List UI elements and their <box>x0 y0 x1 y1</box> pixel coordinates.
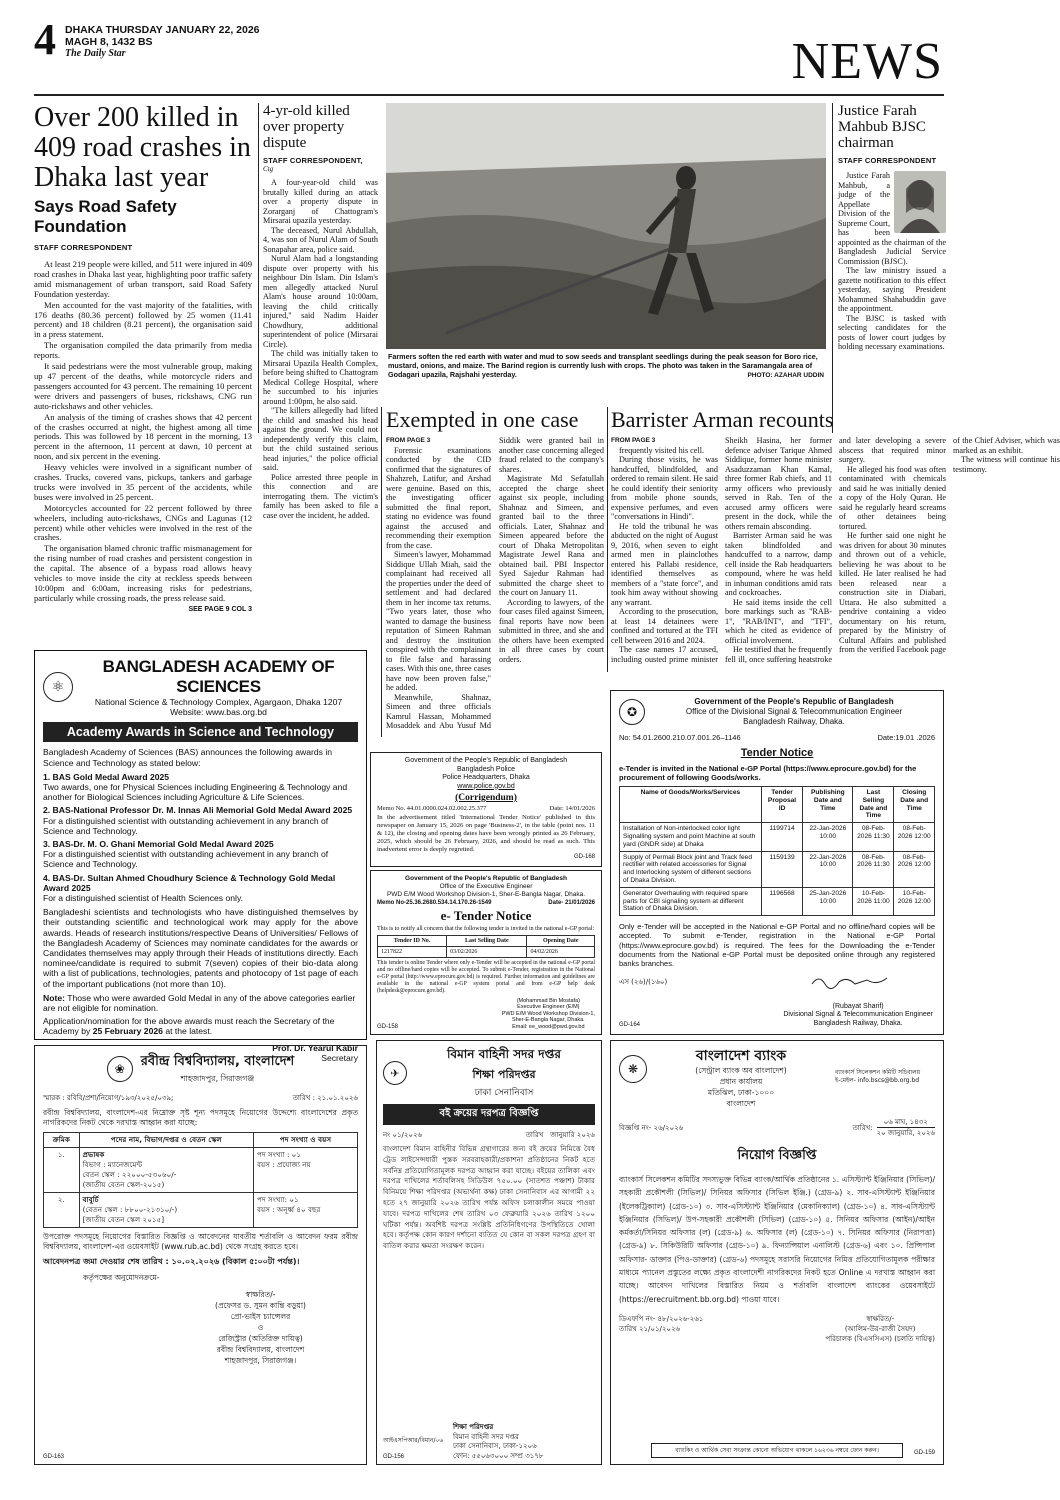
award-desc: Two awards, one for Physical Sciences including Engineering & Technology and another for Biological Sciences including Agriculture & Life Sciences. <box>43 782 348 803</box>
railway-logo-icon: ✪ <box>619 699 645 725</box>
date-text: DHAKA THURSDAY JANUARY 22, 2026 <box>65 24 260 36</box>
railway-signature <box>807 972 927 990</box>
paragraph: It said pedestrians were the most vulnerable group, making up 47 percent of the deaths, while motorcycle riders and passengers accounted for 43 percent. The remaining 10 percent were drivers and passengers of buses, rickshaws, CNG run auto-rickshaws and other vehicles. <box>34 361 252 411</box>
rub-advert <box>34 1042 367 1465</box>
bas-banner: Academy Awards in Science and Technology <box>43 722 358 742</box>
pwd-gov: Government of the People's Republic of Bangladesh <box>405 875 567 882</box>
masthead-rule <box>34 94 944 96</box>
paragraph: He said items inside the cell bore markings such as "RAB-1", "RAB/INT", and "TFI", which he cited as evidence of official involvement. <box>725 597 832 645</box>
railway-cell: 10-Feb-2026 11:00 <box>853 887 894 915</box>
railway-advert <box>610 690 944 1035</box>
farmer-image <box>386 103 826 349</box>
bas-note <box>43 993 358 1013</box>
afhq-t2: শিক্ষা পরিদপ্তর <box>472 1068 536 1081</box>
child-headline: 4-yr-old killed over property dispute <box>263 103 350 151</box>
bb-title: নিয়োগ বিজ্ঞপ্তি <box>737 1148 817 1163</box>
rub-cell-line: বেতন স্কেল : ২২০০০-৫৩০৬০/- <box>82 1170 177 1179</box>
bb-date-label: তারিখ: <box>852 1123 873 1132</box>
paragraph: The witness will continue his testimony. <box>953 455 1060 474</box>
police-memo: Memo No. 44.01.0000.024.02.002.25.377 <box>377 805 487 812</box>
bb-sig: (আলিম-উর-রাজী সৈয়দ) <box>844 1324 916 1333</box>
exempted-story <box>386 408 604 738</box>
pwd-cell: 1217822 <box>378 947 447 958</box>
paragraph: "The killers allegedly had lifted the child and smashed his head against the ground. We could not independently verify this claim, but the child sustained serious head injuries," the police official said. <box>263 406 378 472</box>
section-title: NEWS <box>791 33 943 90</box>
bas-name: BANGLADESH ACADEMY OF SCIENCES <box>102 657 335 696</box>
pwd-office: Office of the Executive Engineer <box>439 882 533 890</box>
railway-gov: Government of the People's Republic of Bangladesh <box>694 697 894 706</box>
paragraph: He further said one night he was driven for about 30 minutes and thrown out of a vehicle, believing he was about to be killed. He later realised he had been released near a construction site in Diabari, Uttara. He also submitted a pendrive containing a video documentary on his return, prepared by the Ministry of Cultural Affairs and published from the verified Facebook page of the Chief Adviser, which was marked as an exhibit. <box>839 436 1060 654</box>
railway-intro: e-Tender is invited in the National e-GP Portal (https://www.eprocure.gov.bd) for the procurement of following Goods/works. <box>619 764 917 782</box>
photo-caption <box>388 352 824 396</box>
child-byline: STAFF CORRESPONDENT, <box>263 156 363 165</box>
bas-signer: Prof. Dr. Yearul Kabir <box>272 1042 358 1053</box>
afhq-t3: ঢাকা সেনানিবাস <box>474 1088 534 1098</box>
justice-headline: Justice Farah Mahbub BJSC chairman <box>838 103 926 151</box>
afhq-banner: বই ক্রয়ের দরপত্র বিজ্ঞপ্তি <box>383 1104 595 1125</box>
exempted-headline: Exempted in one case <box>386 407 579 432</box>
paragraph: The deceased, Nurul Abdullah, 4, was son of Nurul Alam of South Sonapahar area, police said. <box>263 225 378 254</box>
bas-logo-icon: ⚛ <box>43 672 73 702</box>
afhq-gd: GD-156 <box>383 1454 405 1460</box>
rub-col: ক্রমিক <box>44 1133 80 1148</box>
justice-byline: STAFF CORRESPONDENT <box>838 156 937 165</box>
bb-date1: ০৬ মাঘ, ১৪৩২ <box>877 1117 935 1128</box>
bb-sub: (সেন্ট্রাল ব্যাংক অব বাংলাদেশ) <box>695 1066 787 1075</box>
bb-logo-icon: ❋ <box>619 1055 647 1083</box>
paragraph: Barrister Arman said he was taken blindfolded and handcuffed to a narrow, damp cell inside the Rab headquarters compound, where he was held in inhuman conditions amid rats and cockroaches. <box>725 531 832 597</box>
pwd-sig1: (Mohammad Bin Mostafa) <box>516 997 580 1004</box>
pwd-div: PWD E/M Wood Workshop Division-1, Sher-E-Bangla Nagar, Dhaka. <box>386 890 586 898</box>
pwd-advert <box>370 870 602 1035</box>
rub-cell-line: (জাতীয় বেতন স্কেল-২০১৫) <box>82 1180 165 1189</box>
bas-intro: Bangladesh Academy of Sciences (BAS) announces the following awards in Science and Technology as stated below: <box>43 747 333 768</box>
table-row <box>620 887 935 915</box>
afhq-no: নং ০১/২০২৬ <box>383 1131 423 1139</box>
paragraph: A four-year-old child was brutally killed during an attack over a property dispute in Zorarganj of Chattogram's Mirsarai upazila yesterday. <box>263 178 378 225</box>
railway-col: Tender Proposal ID <box>761 787 803 823</box>
arman-headline: Barrister Arman recounts <box>611 407 834 432</box>
pwd-date: Date- 21/01/2026 <box>548 900 595 907</box>
railway-cell: Generator Overhauling with required spare parts for CBI signaling system at different Station of Dhaka Division. <box>620 887 762 915</box>
bb-sig: স্বাক্ষরিত/- <box>866 1314 895 1323</box>
arman-from: FROM PAGE 3 <box>611 437 656 444</box>
pwd-sig2: Executive Engineer (E/M) <box>517 1004 580 1010</box>
police-title: (Corrigendum) <box>455 793 517 803</box>
bas-address: National Science & Technology Complex, Agargaon, Dhaka 1207 <box>94 697 343 707</box>
afhq-t1: বিমান বাহিনী সদর দপ্তর <box>446 1047 562 1061</box>
afhq-ref: আইএসপিআর/বিমান/০৬ <box>383 1437 444 1444</box>
railway-ref: এস (২৬)/(১৬০) <box>619 978 668 987</box>
pwd-col: Last Selling Date <box>447 936 527 947</box>
pwd-cell: 03/02/2026 <box>447 947 527 958</box>
bb-gd: GD-159 <box>913 1450 935 1456</box>
pwd-intro: This is to notify all concern that the following tender is invited in the national e-GP portal: <box>377 926 595 933</box>
rub-sig: ও <box>257 1323 264 1332</box>
police-hq: Police Headquarters, Dhaka <box>442 774 530 781</box>
police-text: In the advertisement titled 'International Tender Notice' published in this newspaper on January 15, 2026 on page 'Business-2', in the table (point nos. 11 & 12), the closing and opening dates have been wrongly printed as 26 February, 2025, which should be 26 February, 2026, and should be read as such. This inadvertent error is deeply regretted. <box>377 814 595 853</box>
railway-cell: 08-Feb-2026 12:00 <box>894 851 935 887</box>
award-title: 4. BAS-Dr. Sultan Ahmed Choudhury Science & Technology Gold Medal Award 2025 <box>43 872 336 893</box>
award-desc: For a distinguished scientist with outstanding achievement in any branch of Science and Technology. <box>43 815 329 836</box>
paragraph: He alleged his food was often contaminated with chemicals and said he was initially denied a copy of the Holy Quran. He said he regularly heard screams of other detainees being tortured. <box>839 464 946 531</box>
rub-name: রবীন্দ্র বিশ্ববিদ্যালয়, বাংলাদেশ <box>140 1054 295 1069</box>
bb-sec: ব্যাংকার্স সিলেকশন কমিটি সচিবালয় <box>835 1069 921 1076</box>
afhq-date-label: তারিখ <box>525 1131 544 1139</box>
award-desc: For a distinguished scientist of Health Sciences only. <box>43 893 243 904</box>
dateline <box>65 24 260 60</box>
railway-sig: (Rubayat Sharif) <box>832 1002 884 1010</box>
paragraph: The law ministry issued a gazette notification to this effect yesterday, saying President Mohammed Shahabuddin gave the appointment. <box>838 266 946 313</box>
rub-cell-line: (বেতন স্কেল : ৮৮০০-২১৩১০/-) <box>82 1205 178 1214</box>
bb-country: বাংলাদেশ <box>726 1099 756 1108</box>
railway-cell: Installation of Non-interlocked color light Signalling system and point Machine at south yard (GNDR side) at Dhaka <box>620 823 762 851</box>
railway-text: Only e-Tender will be accepted in the National e-GP Portal and no offline/hard copies will be accepted. To submit e-Tender, registration in the National e-GP Portal (https://www.eprocure.gov.bd) is required. The fees for the Downloading the e-Tender documents from the National e-GP Portal must be deposited online through any registered banks branches. <box>619 922 935 968</box>
bangla-date: MAGH 8, 1432 BS <box>65 36 153 48</box>
pwd-text: This tender is online Tender where only e-Tender will be accepted in the national e-GP portal and no offline/hard copies will be accepted. To submit e-Tender, registration in the National e-GP portal (http://www.eprocure.gov.bd) is required. Further information and guidelines are available in the national e-GP system portal and from e-GP help desk (helpdesk@eprocure.gov.bd). <box>377 960 595 994</box>
rub-deadline: আবেদনপত্র জমা দেওয়ার শেষ তারিখ : ১০.০২.২০২৬ (বিকাল ৫:০০টা পর্যন্ত)। <box>43 1257 300 1266</box>
deadline-date: 25 February 2026 <box>92 1026 163 1037</box>
page-number: 4 <box>34 15 56 64</box>
exempted-body <box>386 436 604 732</box>
bb-email: ই-মেইল- info.bscs@bb.org.bd <box>835 1077 920 1084</box>
rub-logo-icon: ❀ <box>107 1056 133 1082</box>
paragraph: He testified that he frequently fell ill, once suffering heatstroke and later developing a severe abscess that required minor surgery. <box>725 436 946 664</box>
railway-cell: 10-Feb-2026 12:00 <box>894 887 935 915</box>
rub-cell-line: পদ সংখ্যা : ০১ <box>257 1150 301 1159</box>
paragraph: Magistrate Md Sefatullah accepted the charge sheet against six people, including Shahnaz and Simeen, and granted bail to the three officials. Later, Shahnaz and Simeen appeared before the court of Dhaka Metropolitan Magistrate Jewel Rana and obtained bail. PBI Inspector Syed Sajedur Rahman had submitted the charge sheet to the court on January 11. <box>499 474 604 597</box>
pwd-sig3: PWD E/M Wood Workshop Division-1, <box>501 1010 595 1017</box>
paragraph: Forensic examinations conducted by the CID confirmed that the signatures of Shahzreh, Latifur, and Arshad were genuine. Based on this, the investigating officer submitted the final report, stating no evidence was found against the accused and recommending their exemption from the case. <box>386 445 491 550</box>
rub-sig: রবীন্দ্র বিশ্ববিদ্যালয়, বাংলাদেশ <box>216 1345 305 1354</box>
rub-sig: স্বাক্ষরিত/- <box>245 1290 276 1299</box>
rub-table <box>43 1132 358 1228</box>
pwd-cell: 04/02/2026 <box>527 947 595 958</box>
child-story <box>263 103 378 520</box>
railway-title: Tender Notice <box>740 747 814 759</box>
paragraph: Police arrested three people in this connection and are interrogating them. The victim's family has been asked to file a case over the incident, he added. <box>263 472 378 520</box>
bas-body: Bangladeshi scientists and technologists who have distinguished themselves by their outstanding scientific and technological work may apply for the above awards. Heads of research institutions/respective Deans of Universities/ Fellows of the Bangladesh Academy of Sciences may nominate candidates for the awards or Candidates themselves may apply through their Heads of institutions directly. Each nominee/candidate is required to submit 7(seven) copies of their bio-data along with a list of publications, technologies, patents and photocopy of 1st page of each of the important publications (not more than 10). <box>43 907 358 989</box>
rub-place: শাহজাদপুর, সিরাজগঞ্জ <box>180 1074 255 1083</box>
child-location: Ctg <box>263 165 274 173</box>
afhq-sig: ঢাকা সেনানিবাস, ঢাকা-১২০৬ <box>453 1442 537 1450</box>
deadline-pre: Application/nomination for the above awards must reach the Secretary of the Academy by <box>43 1016 335 1037</box>
afhq-sig: বিমান বাহিনী সদর দপ্তর <box>453 1432 519 1441</box>
rub-cell-line: বয়স : অনূর্ধ্ব ৪০ বছর <box>257 1205 321 1214</box>
railway-place: Bangladesh Railway, Dhaka. <box>743 717 845 726</box>
railway-cell: 08-Feb-2026 11:30 <box>853 851 894 887</box>
award-title: 1. BAS Gold Medal Award 2025 <box>43 771 170 782</box>
paragraph: The organisation blamed chronic traffic mismanagement for the rising number of road crashes and persistent congestion in the capital. The absence of a bypass road allows heavy vehicles to move inside the city at reckless speeds between 10:00pm and 6:00am, increasing risks for pedestrians, particularly while crossing roads, the press release said. <box>34 543 252 603</box>
justice-story <box>838 103 946 433</box>
railway-col: Last Selling Date and Time <box>853 787 894 823</box>
rub-date: তারিখ : ২১.০১.২০২৬ <box>292 1094 358 1102</box>
railway-cell: 22-Jan-2026 10:00 <box>803 823 853 851</box>
bb-footer: ব্যাংকিং ও আর্থিক সেবা সংক্রান্ত কোনো অভিযোগ থাকলে ১৬২৩৬ নম্বরে ফোন করুন। <box>651 1443 903 1458</box>
bb-name: বাংলাদেশ ব্যাংক <box>695 1048 787 1064</box>
pwd-gd: GD-158 <box>377 1024 399 1030</box>
bb-advert <box>610 1040 944 1465</box>
railway-cell: 1159139 <box>761 851 803 887</box>
railway-col: Closing Date and Time <box>894 787 935 823</box>
paragraph: According to lawyers, of the four cases filed against Simeen, final reports have now been submitted in three, and she and the others have been exempted in all three cases by court orders. <box>499 597 604 664</box>
rub-cell-line: বয়স : প্রযোজ্য নয় <box>257 1160 311 1169</box>
rub-body: উপরোক্ত পদসমূহে নিয়োগের বিস্তারিত বিজ্ঞপ্তি ও আবেদনের যাবতীয় শর্তাবলি ও আবেদন ফরম রবীন্দ্র বিশ্ববিদ্যালয়, বাংলাদেশ-এর ওয়েবসাইট (www.rub.ac.bd) থেকে সংগ্রহ করতে হবে। <box>43 1232 358 1251</box>
railway-cell: 22-Jan-2026 10:00 <box>803 851 853 887</box>
photo-credit: PHOTO: AZAHAR UDDIN <box>747 372 824 379</box>
afhq-sig: ফোন: ৫৫০৬৩০০০ সম্প্র ৩১৭৮ <box>453 1451 544 1460</box>
bas-signer-title: Secretary <box>321 1052 358 1063</box>
rub-col: পদ সংখ্যা ও বয়স <box>254 1133 358 1148</box>
paper-name: The Daily Star <box>65 48 126 59</box>
pwd-title: e- Tender Notice <box>440 908 532 924</box>
lead-body <box>34 260 252 604</box>
pwd-table <box>377 935 595 958</box>
farming-photo <box>386 103 826 349</box>
railway-cell: 25-Jan-2026 10:00 <box>803 887 853 915</box>
paragraph: An analysis of the timing of crashes shows that 42 percent of the crashes occurred at night, the highest among all time periods. This was followed by 18 percent in the morning, 13 percent in the afternoon, 11 percent at dawn, 10 percent at noon, and six percent in the evening. <box>34 411 252 462</box>
railway-cell: 1199714 <box>761 823 803 851</box>
bas-awards <box>43 772 358 903</box>
bb-dp-date: তারিখ ২১/০১/২০২৬ <box>619 1324 681 1333</box>
railway-col: Name of Goods/Works/Services <box>620 787 762 823</box>
afhq-advert <box>376 1040 602 1465</box>
afhq-date: জানুয়ারি ২০২৬ <box>550 1131 595 1139</box>
deadline-post: at the latest. <box>165 1026 213 1037</box>
paragraph: Heavy vehicles were involved in a significant number of crashes. Trucks, covered vans, pickups, tankers and garbage trucks were involved in 35 percent of the accidents, while buses were involved in 25 percent. <box>34 462 252 502</box>
rub-sig: রেজিস্ট্রার (অতিরিক্ত দায়িত্ব) <box>218 1334 303 1343</box>
rub-sig: (প্রফেসর ড. সুমন কান্তি বড়ুয়া) <box>215 1301 306 1310</box>
police-web: www.police.gov.bd <box>457 782 515 790</box>
rub-memo: স্মারক : রবিবি/প্রশা/নিয়োগ/১৯৩/২০২৫/০৩৯; <box>43 1094 174 1102</box>
railway-cell: 08-Feb-2026 11:30 <box>853 823 894 851</box>
lead-headline: Over 200 killed in 409 road crashes in Dhaka last year <box>34 102 251 193</box>
bb-date2: ২০ জানুয়ারি, ২০২৬ <box>876 1129 935 1137</box>
exempted-from: FROM PAGE 3 <box>386 437 431 444</box>
railway-cell: 1196568 <box>761 887 803 915</box>
railway-sig2: Divisional Signal & Telecommunication Engineer <box>783 1011 933 1018</box>
railway-office: Office of the Divisional Signal & Telecommunication Engineer <box>685 707 903 716</box>
rub-col: পদের নাম, বিভাগ/দপ্তর ও বেতন স্কেল <box>79 1133 253 1148</box>
bb-sig: পরিচালক (বিএসসিএস) (চলতি দায়িত্ব) <box>825 1334 935 1343</box>
rub-post: বাবুর্চি <box>82 1195 99 1204</box>
bb-dp: ডিএফপি নং- ৪৮/২০২৬-২৬১ <box>619 1314 704 1323</box>
justice-portrait <box>894 171 946 233</box>
caption-text: Farmers soften the red earth with water and mud to sow seeds and transplant seedlings during the peak season for Boro rice, mustard, onions, and maize. The Barind region is currently lush with crops. The photo was taken in the Saramangala area of Godagari upazila, Rajshahi yesterday. <box>388 352 818 379</box>
award-title: 3. BAS-Dr. M. O. Ghani Memorial Gold Medal Award 2025 <box>43 839 274 850</box>
rub-post: প্রভাষক <box>82 1150 105 1159</box>
rub-cell: ১. <box>44 1148 80 1193</box>
child-body <box>263 178 378 520</box>
paragraph: Motorcycles accounted for 22 percent followed by three wheelers, including auto-rickshaws, CNGs and Lagunas (12 percent) while other vehicles were involved in the rest of the crashes. <box>34 502 252 543</box>
rub-cell-line: [জাতীয় বেতন স্কেল ২০১৫] <box>82 1215 165 1224</box>
police-gov: Government of the People's Republic of Bangladesh <box>404 757 568 764</box>
rub-sig: শাহজাদপুর, সিরাজগঞ্জ। <box>224 1356 297 1365</box>
note-label: Note: <box>43 992 65 1003</box>
police-gd: GD-168 <box>573 854 595 860</box>
paragraph: Nurul Alam had a longstanding dispute over property with his neighbour Din Islam. Din Islam's men allegedly attacked Nurul Alam's house around 10:00am, leaving the child critically injured," said Nadim Haider Chowdhury, additional superintendent of police (Mirsarai Circle). <box>263 254 378 349</box>
rub-cell-line: পদ সংখ্যা: ০১ <box>257 1195 299 1204</box>
paragraph: The organisation compiled the data primarily from media reports. <box>34 340 252 361</box>
note-text: Those who were awarded Gold Medal in any of the above categories earlier are not eligible for nomination. <box>43 992 356 1014</box>
bas-deadline <box>43 1016 358 1036</box>
police-advert <box>370 752 602 867</box>
rub-cell: ২. <box>44 1193 80 1228</box>
arman-body <box>611 436 1060 672</box>
paragraph: At least 219 people were killed, and 511 were injured in 409 road crashes in Dhaka last year, highlighting poor traffic safety amid mismanagement of urban transport, said Road Safety Foundation yesterday. <box>34 259 252 299</box>
railway-col: Publishing Date and Time <box>803 787 853 823</box>
pwd-sig5: Email: ee_wood@pwd.gov.bd <box>512 1023 585 1030</box>
award-title: 2. BAS-National Professor Dr. M. Innas Ali Memorial Gold Medal Award 2025 <box>43 805 353 816</box>
pwd-col: Tender ID No. <box>378 936 447 947</box>
railway-sig3: Bangladesh Railway, Dhaka. <box>813 1019 903 1027</box>
railway-table <box>619 786 935 916</box>
paragraph: During those visits, he was handcuffed, blindfolded, and ordered to remain silent. He said he could identify their seniority from mobile phone sounds, expensive perfumes, and even "conversations in Hindi". <box>611 455 718 521</box>
paragraph: According to the prosecution, at least 14 detainees were confined and tortured at the TFI cell between 2016 and 2024. <box>611 607 718 645</box>
rub-intro: রবীন্দ্র বিশ্ববিদ্যালয়, বাংলাদেশ-এর নিম্নোক্ত সৃষ্ট শূন্য পদসমূহে নিয়োগের উদ্দেশ্যে বাংলাদেশের প্রকৃত নাগরিকদের নিকট থেকে দরখাস্ত আহ্বান করা যাচ্ছে: <box>43 1108 358 1127</box>
paragraph: Simeen's lawyer, Mohammad Siddique Ullah Miah, said the complainant had received all the properties under the deed of settlement and had declared them in her income tax returns. "Two years later, those who wanted to damage the business reputation of Simeen Rahman and destroy the institution conspired with the complainant to file false and harassing cases. With this one, three cases have now been proven false," he added. <box>386 550 491 692</box>
railway-no: No: 54.01.2600.210.07.001.26–1146 <box>619 733 741 742</box>
afhq-sig: শিক্ষা পরিদপ্তর <box>453 1423 494 1431</box>
police-date: Date: 14/01/2026 <box>549 805 595 812</box>
pwd-sig4: Sher-E-Bangla Nagar, Dhaka. <box>511 1017 585 1023</box>
railway-cell: Supply of Permali Block joint and Track feed rectifier with related accessories for Signal and Interlocking system of different sections of Dhaka Division. <box>620 851 762 887</box>
bb-body: ব্যাংকার্স সিলেকশন কমিটির সদস্যভুক্ত বিভিন্ন ব্যাংক/আর্থিক প্রতিষ্ঠানের ১. এসিস্ট্যান্ট ইঞ্জিনিয়ার (সিভিল)/ সহকারী প্রকৌশলী (সিভিল)/ সিনিয়র অফিসার (সিভিল ইঞ্জি.) (গ্রেড-৯) ২. সাব-এসিস্ট্যান্ট ইঞ্জিনিয়ার (ইলেকট্রিক্যাল) (গ্রেড-১০) ৩. সাব-এসিস্ট্যান্ট ইঞ্জিনিয়ার (মেকানিক্যাল) (গ্রেড-১০) ৪. সাব-এসিস্ট্যান্ট ইঞ্জিনিয়ার (সিভিল)/ উপ-সহকারী প্রকৌশলী (সিভিল) (গ্রেড-১০) ৫. সিনিয়র অফিসার (আইন)/আইন কর্মকর্তা/সিনিয়র অফিসার (ল) (গ্রেড-৯) ৬. অফিসার (ল) (গ্রেড-১০) ৭. সিনিয়র অফিসার (নিরাপত্তা) (গ্রেড-৯) ৮. সিকিউরিটি অফিসার (গ্রেড-১০) ৯. ফিন্যান্সিয়াল এনালিস্ট (গ্রেড-৬) এবং ১০. প্রিন্সিপাল অফিসার- ডাক্তার (পিও-ডাক্তার) (গ্রেড-৬) পদসমূহে সরাসরি নিয়োগের নিমিত্ত প্রতিযোগিতামূলক পরীক্ষার মাধ্যমে প্যানেল প্রস্তুতের লক্ষ্যে প্রকৃত বাংলাদেশী নাগরিকদের নিকট হতে Online এ দরখাস্ত আহ্বান করা যাচ্ছে। আবেদন দাখিলের বিস্তারিত নিয়ম ও শর্তাবলি বাংলাদেশ ব্যাংকের ওয়েবসাইটে (https://erecruitment.bb.org.bd) পাওয়া যাবে। <box>619 1175 935 1304</box>
paragraph: The child was initially taken to Mirsarai Upazila Health Complex, before being shifted to Chattogram Medical College Hospital, where he succumbed to his injuries around 1:00pm, he also said. <box>263 349 378 406</box>
lead-jump: SEE PAGE 9 COL 3 <box>188 605 252 613</box>
paragraph: Justice Farah Mahbub, a judge of the Appellate Division of the Supreme Court, has been appointed as the chairman of the Bangladesh Judicial Service Commission (BJSC). <box>838 171 946 266</box>
railway-gd: GD-164 <box>619 1022 641 1028</box>
police-org: Bangladesh Police <box>457 765 515 773</box>
pwd-memo: Memo No-25.36.2680.534.14.170.26-1549 <box>377 900 492 907</box>
lead-byline: STAFF CORRESPONDENT <box>34 243 133 252</box>
railway-cell: 08-Feb-2026 12:00 <box>894 823 935 851</box>
paragraph: He told the tribunal he was abducted on the night of August 9, 2016, when seven to eight armed men in plainclothes entered his Pallabi residence, identified themselves as members of a "state force", and took him away without showing any warrant. <box>611 521 718 607</box>
rub-approval: কর্তৃপক্ষের অনুমোদনক্রমে- <box>83 1273 160 1282</box>
lead-kicker: Says Road Safety Foundation <box>34 197 177 236</box>
railway-date: Date:19.01 .2026 <box>877 733 935 742</box>
bas-website: Website: www.bas.org.bd <box>170 707 267 718</box>
paragraph: frequently visited his cell. <box>619 445 705 455</box>
rub-gd: GD-163 <box>43 1454 65 1460</box>
bb-notice-no: বিজ্ঞপ্তি নং- ২৬/২০২৬ <box>619 1123 684 1132</box>
arman-story <box>611 407 1060 672</box>
rub-sig: প্রো-ভাইস চ্যান্সেলর <box>230 1312 291 1321</box>
afhq-logo-icon: ✈ <box>383 1061 407 1085</box>
lead-story <box>34 103 252 663</box>
afhq-body: বাংলাদেশ বিমান বাহিনীর বিভিন্ন গ্রন্থাগারের জন্য বই ক্রয়ের নিমিত্তে বৈধ ট্রেড লাইসেন্সধারী পুস্তক সরবরাহকারী/প্রকাশনা প্রতিষ্ঠানের নিকট হতে সর্বনিম্ন প্রতিযোগিতামূলক দরপত্র আহ্বান করা যাচ্ছে। বইয়ের তালিকা এবং দরপত্র দাখিলের শর্তাবলিসহ সিডিউল ৭৫০.০০ (সাতশত পঞ্চাশ) টাকার বিনিময়ে শিক্ষা পরিদপ্তর (অভ্যর্থনা কক্ষ) ঢাকা সেনানিবাস এর আগামী ২২ হতে ২৭ জানুয়ারি ২০২৬ তারিখ পর্যন্ত অফিস চলাকালীন সময়ে পাওয়া যাবে। দরপত্র দাখিলের শেষ তারিখ ০৩ ফেব্রুয়ারি ২০২৬ তারিখ ১২০০ ঘটিকা পর্যন্ত। অবশিষ্ট দরপত্র সংশ্লিষ্ট প্রতিনিধিগণের উপস্থিতিতে খোলা হবে। কর্তৃপক্ষ কোন কারণ দর্শানো ব্যতিত যে কোন বা সকল দরপত্র গ্রহণ বা বাতিল করার ক্ষমতা সংরক্ষণ করেন। <box>383 1144 595 1251</box>
table-row <box>620 823 935 851</box>
paragraph: Meanwhile, Shahnaz, Simeen and three officials Kamrul Hassan, Mohammed Mosaddek and Abu Yusuf Md Siddik were granted bail in another case concerning alleged fraud related to the company's shares. <box>386 436 604 730</box>
table-row <box>620 851 935 887</box>
pwd-col: Opening Date <box>527 936 595 947</box>
bb-addr: মতিঝিল, ঢাকা-১০০০ <box>707 1088 775 1097</box>
award-desc: For a distinguished scientist with outstanding achievement in any branch of Science and Technology. <box>43 849 329 870</box>
rub-cell-line: বিভাগ : ম্যানেজমেন্ট <box>82 1160 143 1169</box>
paragraph: The case names 17 accused, including ousted prime minister Sheikh Hasina, her former defence adviser Tarique Ahmed Siddique, former home minister Asaduzzaman Khan Kamal, three former Rab chiefs, and 11 army officers who previously served in Rab. Ten of the accused army officers were present in the dock, while the others remain absconding. <box>611 436 832 664</box>
paragraph: The BJSC is tasked with selecting candidates for the posts of lower court judges by holding necessary examinations. <box>838 313 946 351</box>
bb-office: প্রধান কার্যালয় <box>719 1077 763 1086</box>
paragraph: Men accounted for the vast majority of the fatalities, with 176 deaths (80.36 percent) followed by 25 women (11.41 percent) and 18 children (8.21 percent), the organisation said in a press statement. <box>34 299 252 340</box>
